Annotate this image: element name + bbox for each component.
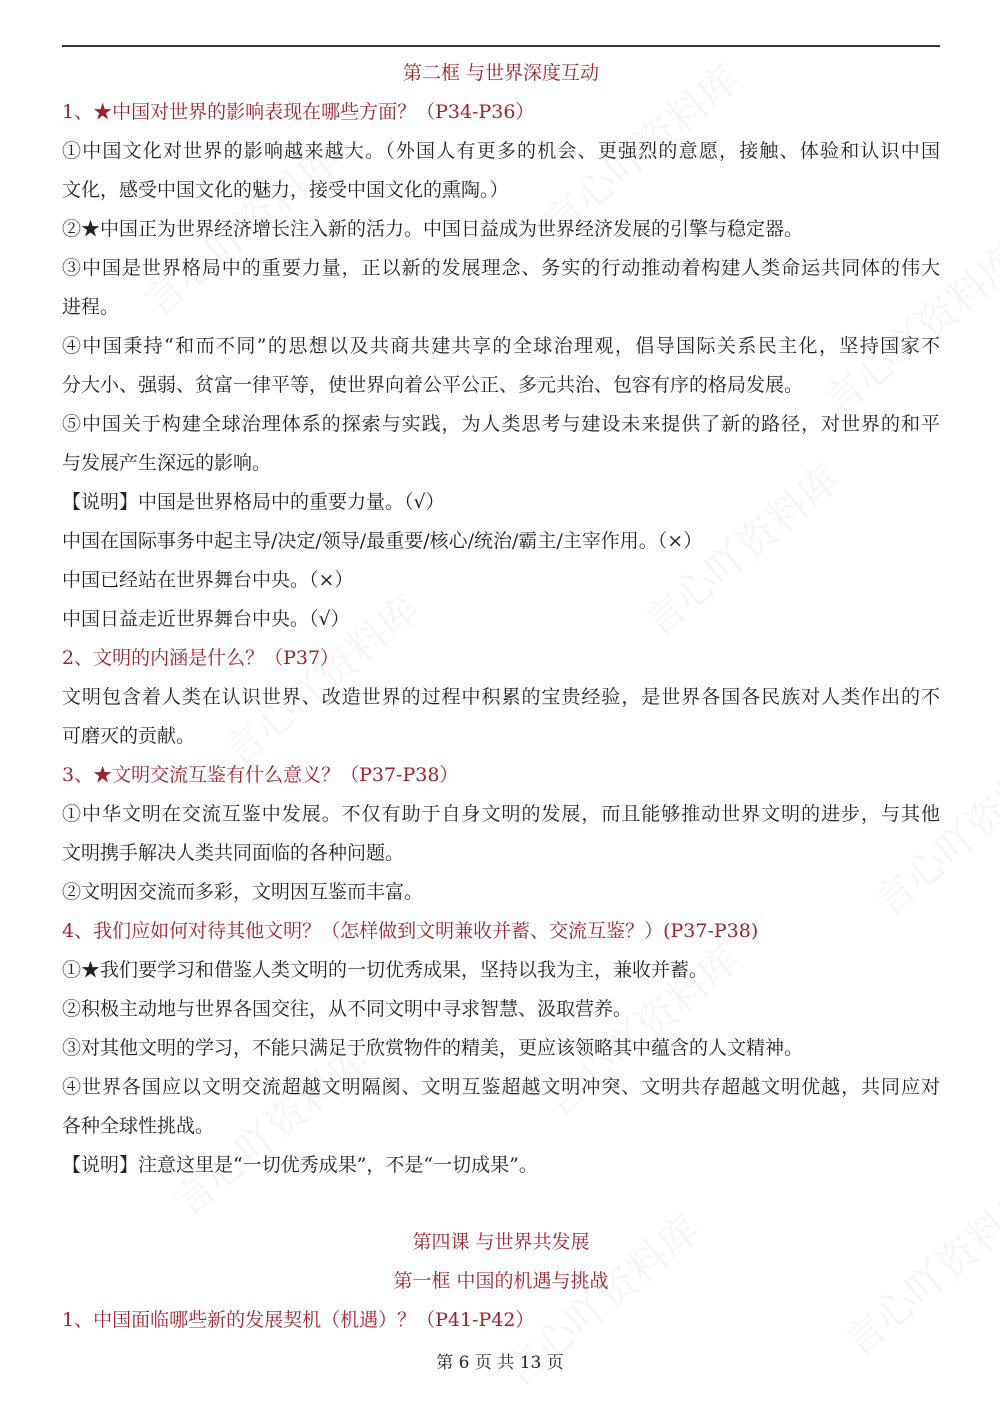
paragraph [62, 1029, 940, 1068]
section-title [62, 1223, 940, 1262]
text-line: 1、★中国对世界的影响表现在哪些方面？（P34-P36） [62, 101, 535, 123]
header-rule [62, 45, 940, 47]
document-body [62, 54, 940, 1340]
paragraph [62, 795, 940, 873]
paragraph [62, 951, 940, 990]
question-heading [62, 1301, 940, 1340]
text-line: 4、我们应如何对待其他文明？（怎样做到文明兼收并蓄、交流互鉴？）(P37-P38) [62, 920, 759, 942]
paragraph [62, 483, 940, 522]
text-line: 3、★文明交流互鉴有什么意义？（P37-P38） [62, 764, 459, 786]
paragraph [62, 990, 940, 1029]
text-line: 中国已经站在世界舞台中央。（×） [62, 569, 354, 591]
paragraph [62, 210, 940, 249]
text-line: ④中国秉持“和而不同”的思想以及共商共建共享的全球治理观，倡导国际关系民主化，坚持国家不 [62, 335, 940, 357]
paragraph [62, 132, 940, 210]
question-heading [62, 639, 940, 678]
text-line: 【说明】注意这里是“一切优秀成果”，不是“一切成果”。 [62, 1154, 538, 1176]
paragraph [62, 1068, 940, 1146]
text-line: 【说明】中国是世界格局中的重要力量。（√） [62, 491, 445, 513]
text-line: 2、文明的内涵是什么？（P37） [62, 647, 340, 669]
text-line: ②积极主动地与世界各国交往，从不同文明中寻求智慧、汲取营养。 [62, 998, 633, 1020]
text-line: 1、中国面临哪些新的发展契机（机遇）？（P41-P42） [62, 1309, 535, 1331]
text-line: 中国在国际事务中起主导/决定/领导/最重要/核心/统治/霸主/主宰作用。（×） [62, 530, 703, 552]
text-line: ②文明因交流而多彩，文明因互鉴而丰富。 [62, 881, 424, 903]
section-gap [62, 1185, 940, 1223]
text-line: 第一框 中国的机遇与挑战 [393, 1270, 609, 1292]
text-line: ①★我们要学习和借鉴人类文明的一切优秀成果，坚持以我为主，兼收并蓄。 [62, 959, 709, 981]
text-line: 中国日益走近世界舞台中央。（√） [62, 608, 350, 630]
question-heading [62, 912, 940, 951]
question-heading [62, 756, 940, 795]
paragraph [62, 600, 940, 639]
text-line: 第二框 与世界深度互动 [402, 62, 600, 84]
text-line: ①中国文化对世界的影响越来越大。（外国人有更多的机会、更强烈的意愿，接触、体验和认识中国 [62, 140, 940, 162]
text-line: 可磨灭的贡献。 [62, 725, 196, 747]
page-footer: 第 6 页 共 13 页 [436, 1353, 564, 1373]
text-line: 文化，感受中国文化的魅力，接受中国文化的熏陶。） [62, 179, 509, 201]
text-line: 文明携手解决人类共同面临的各种问题。 [62, 842, 405, 864]
text-line: 分大小、强弱、贫富一律平等，使世界向着公平公正、多元共治、包容有序的格局发展。 [62, 374, 804, 396]
paragraph [62, 249, 940, 327]
paragraph [62, 1146, 940, 1185]
text-line: 与发展产生深远的影响。 [62, 452, 272, 474]
text-line: 文明包含着人类在认识世界、改造世界的过程中积累的宝贵经验，是世界各国各民族对人类作出的不 [62, 686, 940, 708]
text-line: 各种全球性挑战。 [62, 1115, 215, 1137]
section-title [62, 54, 940, 93]
paragraph [62, 522, 940, 561]
section-title [62, 1262, 940, 1301]
text-line: 进程。 [62, 296, 120, 318]
paragraph [62, 678, 940, 756]
paragraph [62, 405, 940, 483]
paragraph [62, 873, 940, 912]
text-line: ④世界各国应以文明交流超越文明隔阂、文明互鉴超越文明冲突、文明共存超越文明优越，共同应对 [62, 1076, 940, 1098]
text-line: ①中华文明在交流互鉴中发展。不仅有助于自身文明的发展，而且能够推动世界文明的进步，与其他 [62, 803, 940, 825]
text-line: ③对其他文明的学习，不能只满足于欣赏物件的精美，更应该领略其中蕴含的人文精神。 [62, 1037, 804, 1059]
text-line: ②★中国正为世界经济增长注入新的活力。中国日益成为世界经济发展的引擎与稳定器。 [62, 218, 804, 240]
question-heading [62, 93, 940, 132]
paragraph [62, 327, 940, 405]
text-line: ⑤中国关于构建全球治理体系的探索与实践，为人类思考与建设未来提供了新的路径，对世界的和平 [62, 413, 940, 435]
text-line: ③中国是世界格局中的重要力量，正以新的发展理念、务实的行动推动着构建人类命运共同体的伟大 [62, 257, 940, 279]
paragraph [62, 561, 940, 600]
text-line: 第四课 与世界共发展 [412, 1231, 590, 1253]
